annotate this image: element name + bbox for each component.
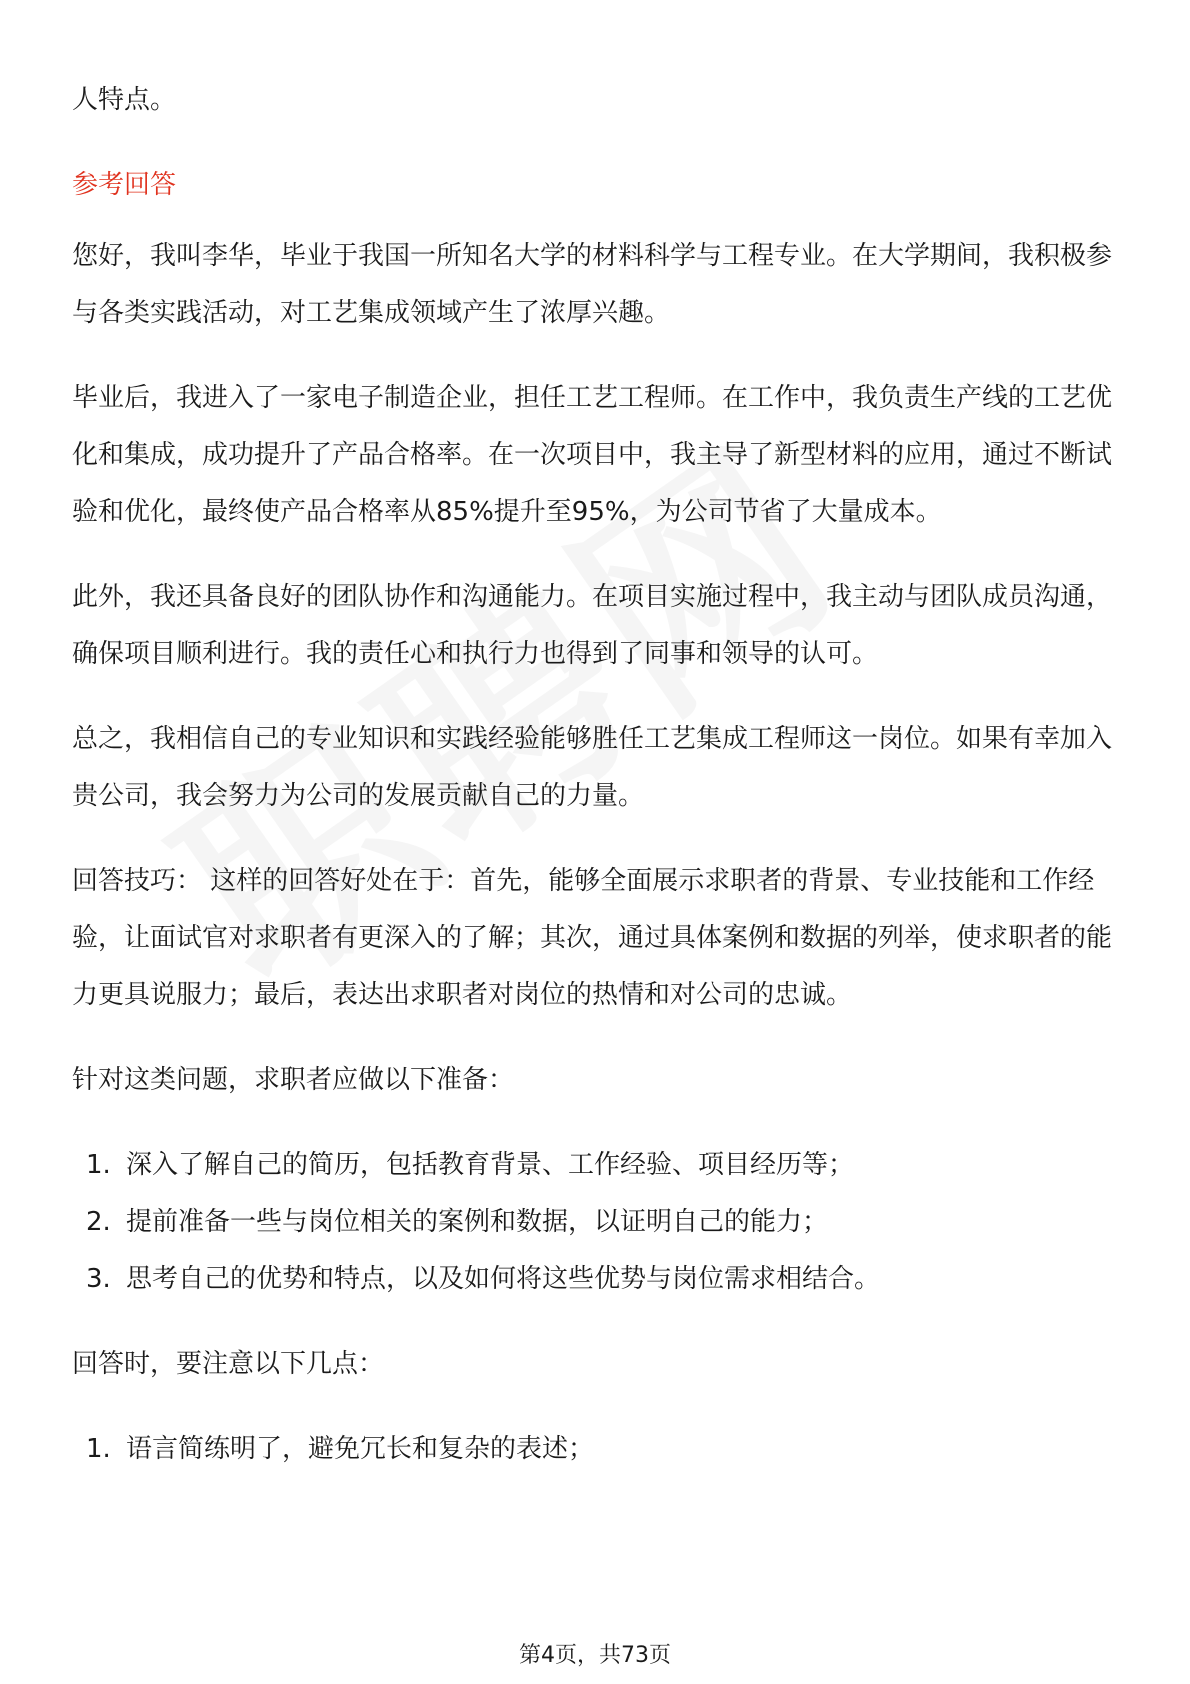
intro-tail: 人特点。 [72, 85, 177, 115]
list-number: 1. [86, 1150, 111, 1180]
paragraph: 毕业后，我进入了一家电子制造企业，担任工艺工程师。在工作中，我负责生产线的工艺优化和集成，成功提升了产品合格率。在一次项目中，我主导了新型材料的应用，通过不断试验和优化，最终使产品合格率从85%提升至95%，为公司节省了大量成本。 [72, 383, 1113, 527]
list-number: 2. [86, 1207, 111, 1237]
prep-intro: 针对这类问题，求职者应做以下准备： [72, 1065, 515, 1095]
paragraph: 此外，我还具备良好的团队协作和沟通能力。在项目实施过程中，我主动与团队成员沟通，确保项目顺利进行。我的责任心和执行力也得到了同事和领导的认可。 [72, 582, 1113, 669]
paragraph: 您好，我叫李华，毕业于我国一所知名大学的材料科学与工程专业。在大学期间，我积极参与各类实践活动，对工艺集成领域产生了浓厚兴趣。 [72, 241, 1113, 328]
list-item: 1. 语言简练明了，避免冗长和复杂的表述； [72, 1421, 1122, 1478]
notes-list [72, 1421, 1122, 1478]
notes-intro: 回答时，要注意以下几点： [72, 1349, 385, 1379]
section-heading: 参考回答 [72, 170, 177, 200]
paragraph: 总之，我相信自己的专业知识和实践经验能够胜任工艺集成工程师这一岗位。如果有幸加入贵公司，我会努力为公司的发展贡献自己的力量。 [72, 724, 1113, 811]
page-footer: 第4页，共73页 [519, 1643, 671, 1668]
page-content [72, 72, 1122, 1478]
prep-list [72, 1137, 1122, 1308]
list-item: 1. 深入了解自己的简历，包括教育背景、工作经验、项目经历等； [72, 1137, 1122, 1194]
list-item: 2. 提前准备一些与岗位相关的案例和数据，以证明自己的能力； [72, 1194, 1122, 1251]
list-number: 1. [86, 1434, 111, 1464]
list-number: 3. [86, 1264, 111, 1294]
tips-paragraph: 回答技巧： 这样的回答好处在于：首先，能够全面展示求职者的背景、专业技能和工作经验，让面试官对求职者有更深入的了解；其次，通过具体案例和数据的列举，使求职者的能力更具说服力；最后，表达出求职者对岗位的热情和对公司的忠诚。 [72, 866, 1113, 1010]
list-item: 3. 思考自己的优势和特点，以及如何将这些优势与岗位需求相结合。 [72, 1251, 1122, 1308]
